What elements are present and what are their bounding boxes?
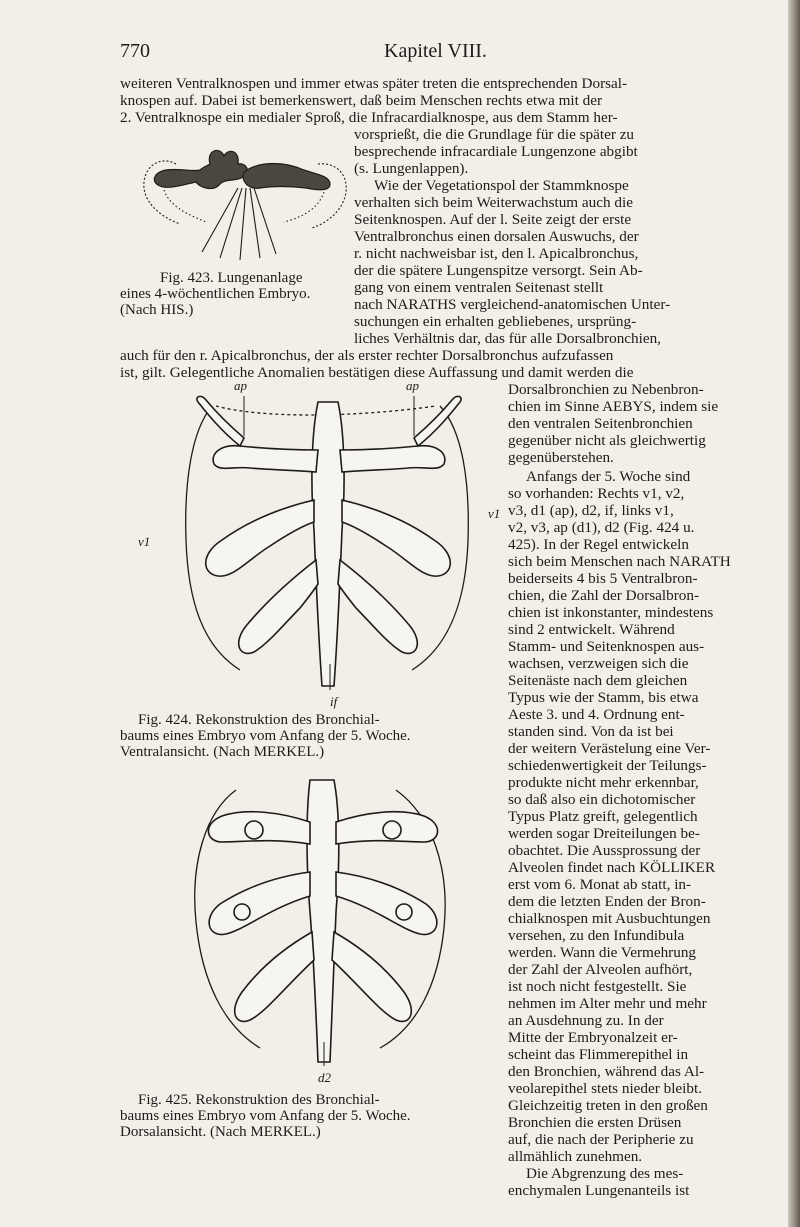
text-line: produkte nicht mehr erkennbar, (508, 774, 699, 791)
text-line: Wie der Vegetationspol der Stammknospe (374, 177, 629, 194)
page-edge-shadow (788, 0, 800, 1227)
text-line: Seitenäste nach dem gleichen (508, 672, 688, 689)
text-line: dem die letzten Enden der Bron- (508, 893, 706, 910)
label-if: if (330, 694, 338, 709)
text-line: wachsen, verzweigen sich die (508, 655, 689, 672)
text-line: Aeste 3. und 4. Ordnung ent- (508, 706, 685, 723)
text-line: sind 2 entwickelt. Während (508, 621, 675, 638)
text-line: ist noch nicht festgestellt. Sie (508, 978, 687, 995)
text-line: Gleichzeitig treten in den großen (508, 1097, 708, 1114)
label-v1-right: v1 (488, 506, 501, 521)
caption-line: Fig. 423. Lungenanlage (160, 270, 303, 286)
text-line: beiderseits 4 bis 5 Ventralbron- (508, 570, 698, 587)
text-line: so vorhanden: Rechts v1, v2, (508, 485, 685, 502)
figure-425-bronchial-tree-dorsal (150, 772, 490, 1068)
text-line: besprechende infracardiale Lungenzone abgibt (354, 143, 638, 160)
text-line: chien ist inkonstanter, mindestens (508, 604, 714, 621)
text-line: erst vom 6. Monat ab statt, in- (508, 876, 692, 893)
text-line: Seitenknospen. Auf der l. Seite zeigt der erste (354, 211, 632, 228)
label-ap-right: ap (406, 378, 419, 393)
text-line: auch für den r. Apicalbronchus, der als erster rechter Dorsalbronchus aufzufassen (120, 347, 614, 364)
text-line: werden sogar Dreiteilungen be- (508, 825, 700, 842)
text-line: Dorsalbronchien zu Nebenbron- (508, 381, 704, 398)
text-line: Typus wie der Stamm, bis etwa (508, 689, 699, 706)
text-line: ist, gilt. Gelegentliche Anomalien bestätigen diese Auffassung und damit werden die (120, 364, 634, 381)
text-line: den ventralen Seitenbronchien (508, 415, 693, 432)
text-line: liches Verhältnis dar, das für alle Dorsalbronchien, (354, 330, 661, 347)
text-line: v2, v3, ap (d1), d2 (Fig. 424 u. (508, 519, 695, 536)
text-line: versehen, zu den Infundibula (508, 927, 685, 944)
text-line: Alveolen findet nach KÖLLIKER (508, 859, 716, 876)
text-line: 425). In der Regel entwickeln (508, 536, 689, 553)
page-number: 770 (120, 40, 150, 62)
caption-line: Ventralansicht. (Nach MERKEL.) (120, 744, 325, 760)
text-line: veolarepithel stets nieder bleibt. (508, 1080, 702, 1097)
text-line: gegenüber nicht als gleichwertig (508, 432, 706, 449)
text-line: den Bronchien, während das Al- (508, 1063, 705, 1080)
figure-423-lung-anlage (140, 142, 352, 268)
text-line: auf, die nach der Peripherie zu (508, 1131, 694, 1148)
text-line: knospen auf. Dabei ist bemerkenswert, daß beim Menschen rechts etwa mit der (120, 92, 603, 109)
text-line: der weitern Verästelung eine Ver- (508, 740, 711, 757)
chapter-title: Kapitel VIII. (384, 40, 487, 62)
text-line: der Zahl der Alveolen aufhört, (508, 961, 693, 978)
text-line: (s. Lungenlappen). (354, 160, 469, 177)
text-line: obachtet. Die Aussprossung der (508, 842, 701, 859)
text-line: chien im Sinne AEBYS, indem sie (508, 398, 719, 415)
caption-line: baums eines Embryo vom Anfang der 5. Woche. (120, 728, 411, 744)
caption-line: (Nach HIS.) (120, 302, 194, 318)
text-line: Mitte der Embryonalzeit er- (508, 1029, 678, 1046)
label-v1-left: v1 (138, 534, 151, 549)
text-line: allmählich zunehmen. (508, 1148, 643, 1165)
text-line: sich beim Menschen nach NARATH (508, 553, 731, 570)
label-ap-left: ap (234, 378, 247, 393)
text-line: schiedenwertigkeit der Teilungs- (508, 757, 707, 774)
text-line: Die Abgrenzung des mes- (526, 1165, 684, 1182)
caption-line: Dorsalansicht. (Nach MERKEL.) (120, 1124, 321, 1140)
text-line: verhalten sich beim Weiterwachstum auch die (354, 194, 633, 211)
caption-line: Fig. 424. Rekonstruktion des Bronchial- (138, 712, 380, 728)
text-line: nehmen im Alter mehr und mehr (508, 995, 707, 1012)
text-line: Anfangs der 5. Woche sind (526, 468, 691, 485)
text-line: suchungen ein erhalten gebliebenes, ursprüng- (354, 313, 637, 330)
text-line: Ventralbronchus einen dorsalen Auswuchs, der (354, 228, 639, 245)
text-line: nach NARATHS vergleichend-anatomischen Unter- (354, 296, 671, 313)
figure-424-bronchial-tree-ventral (150, 390, 502, 692)
caption-line: eines 4-wöchentlichen Embryo. (120, 286, 311, 302)
text-line: gang von einem ventralen Seitenast stellt (354, 279, 604, 296)
label-d2: d2 (318, 1070, 331, 1085)
text-line: v3, d1 (ap), d2, if, links v1, (508, 502, 674, 519)
text-line: 2. Ventralknospe ein medialer Sproß, die Infracardialknospe, aus dem Stamm her- (120, 109, 618, 126)
text-line: r. nicht nachweisbar ist, den l. Apicalbronchus, (354, 245, 639, 262)
text-line: vorsprießt, die die Grundlage für die später zu (354, 126, 635, 143)
text-line: weiteren Ventralknospen und immer etwas später treten die entsprechenden Dorsal- (120, 75, 628, 92)
text-line: Bronchien die ersten Drüsen (508, 1114, 682, 1131)
text-line: Typus Platz greift, gelegentlich (508, 808, 698, 825)
text-line: werden. Wann die Vermehrung (508, 944, 697, 961)
text-line: Stamm- und Seitenknospen aus- (508, 638, 705, 655)
text-line: an Ausdehnung zu. In der (508, 1012, 664, 1029)
text-line: enchymalen Lungenanteils ist (508, 1182, 690, 1199)
text-line: der die spätere Lungenspitze versorgt. Sein Ab- (354, 262, 643, 279)
text-line: standen sind. Von da ist bei (508, 723, 674, 740)
text-line: so daß also ein dichotomischer (508, 791, 696, 808)
caption-line: baums eines Embryo vom Anfang der 5. Woche. (120, 1108, 411, 1124)
text-line: chialknospen mit Ausbuchtungen (508, 910, 711, 927)
text-line: chien, die Zahl der Dorsalbron- (508, 587, 700, 604)
text-line: scheint das Flimmerepithel in (508, 1046, 689, 1063)
caption-line: Fig. 425. Rekonstruktion des Bronchial- (138, 1092, 380, 1108)
text-line: gegenüberstehen. (508, 449, 614, 466)
